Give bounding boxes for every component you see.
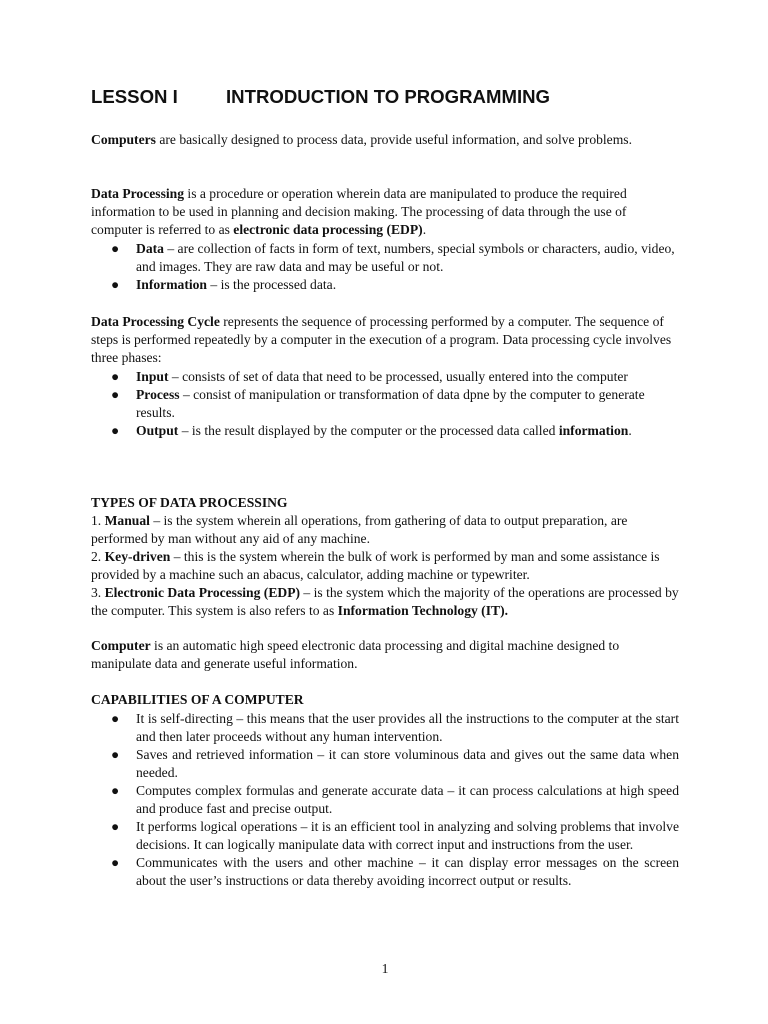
- bullet-icon: ●: [111, 241, 120, 256]
- section-heading-types: TYPES OF DATA PROCESSING: [91, 495, 288, 510]
- list-item: ● Communicates with the users and other machine – it can display error messages on the screen about the user’s instructions or data thereby avoiding incorrect output or results.: [111, 855, 679, 888]
- lesson-title: INTRODUCTION TO PROGRAMMING: [226, 86, 551, 107]
- term: electronic data processing (EDP): [233, 222, 423, 237]
- lesson-heading: [91, 86, 551, 108]
- page-number: 1: [381, 961, 389, 976]
- capabilities-list: [91, 710, 679, 890]
- list-item: ● It is self-directing – this means that the user provides all the instructions to the computer at the start and then later proceeds without any human intervention.: [111, 711, 679, 744]
- term: Computers: [91, 132, 156, 147]
- list-item: 1. Manual – is the system wherein all operations, from gathering of data to output preparation, are performed by man without any aid of any machine.: [91, 513, 628, 546]
- paragraph-computers: Computers are basically designed to process data, provide useful information, and solve problems.: [91, 132, 632, 147]
- paragraph-data-processing: Data Processing is a procedure or operation wherein data are manipulated to produce the required information to be used in planning and decision making. The processing of data through the use of computer is referred to as electronic data processing (EDP).: [91, 186, 627, 237]
- bullet-icon: ●: [111, 369, 120, 384]
- paragraph-computer: Computer is an automatic high speed electronic data processing and digital machine designed to manipulate data and generate useful information.: [91, 638, 620, 671]
- data-processing-list: [91, 240, 679, 294]
- term: Data Processing Cycle: [91, 314, 220, 329]
- cycle-phase-list: [91, 368, 679, 440]
- list-item: ● Computes complex formulas and generate accurate data – it can process calculations at high speed and produce fast and precise output.: [111, 783, 679, 816]
- section-heading-capabilities: CAPABILITIES OF A COMPUTER: [91, 692, 304, 707]
- list-item: ● Information – is the processed data.: [111, 277, 337, 292]
- bullet-icon: ●: [111, 277, 120, 292]
- lesson-number: LESSON I: [91, 86, 178, 107]
- types-list: [91, 512, 679, 620]
- bullet-icon: ●: [111, 711, 120, 726]
- list-item: ● Input – consists of set of data that need to be processed, usually entered into the computer: [111, 369, 628, 384]
- bullet-icon: ●: [111, 747, 120, 762]
- bullet-icon: ●: [111, 423, 120, 438]
- term: Data Processing: [91, 186, 185, 201]
- list-item: ● Saves and retrieved information – it can store voluminous data and gives out the same data when needed.: [111, 747, 679, 780]
- document-page: [91, 0, 681, 1024]
- list-item: 2. Key-driven – this is the system wherein the bulk of work is performed by man and some assistance is provided by a machine such an abacus, calculator, adding machine or typewriter.: [91, 549, 660, 582]
- list-item: ● It performs logical operations – it is an efficient tool in analyzing and solving problems that involve decisions. It can logically manipulate data with correct input and instructions from the user.: [111, 819, 679, 852]
- bullet-icon: ●: [111, 819, 120, 834]
- term: Computer: [91, 638, 151, 653]
- list-item: ● Process – consist of manipulation or transformation of data dpne by the computer to generate results.: [111, 387, 645, 420]
- bullet-icon: ●: [111, 855, 120, 870]
- list-item: ● Data – are collection of facts in form of text, numbers, special symbols or characters, audio, video, and images. They are raw data and may be useful or not.: [111, 241, 675, 274]
- list-item: 3. Electronic Data Processing (EDP) – is the system which the majority of the operations are processed by the computer. This system is also refers to as Information Technology (IT).: [91, 585, 679, 618]
- bullet-icon: ●: [111, 387, 120, 402]
- paragraph-processing-cycle: Data Processing Cycle represents the sequence of processing performed by a computer. The sequence of steps is performed repeatedly by a computer in the execution of a program. Data processing cycle involves three phases:: [91, 314, 672, 365]
- list-item: ● Output – is the result displayed by the computer or the processed data called information.: [111, 423, 632, 438]
- bullet-icon: ●: [111, 783, 120, 798]
